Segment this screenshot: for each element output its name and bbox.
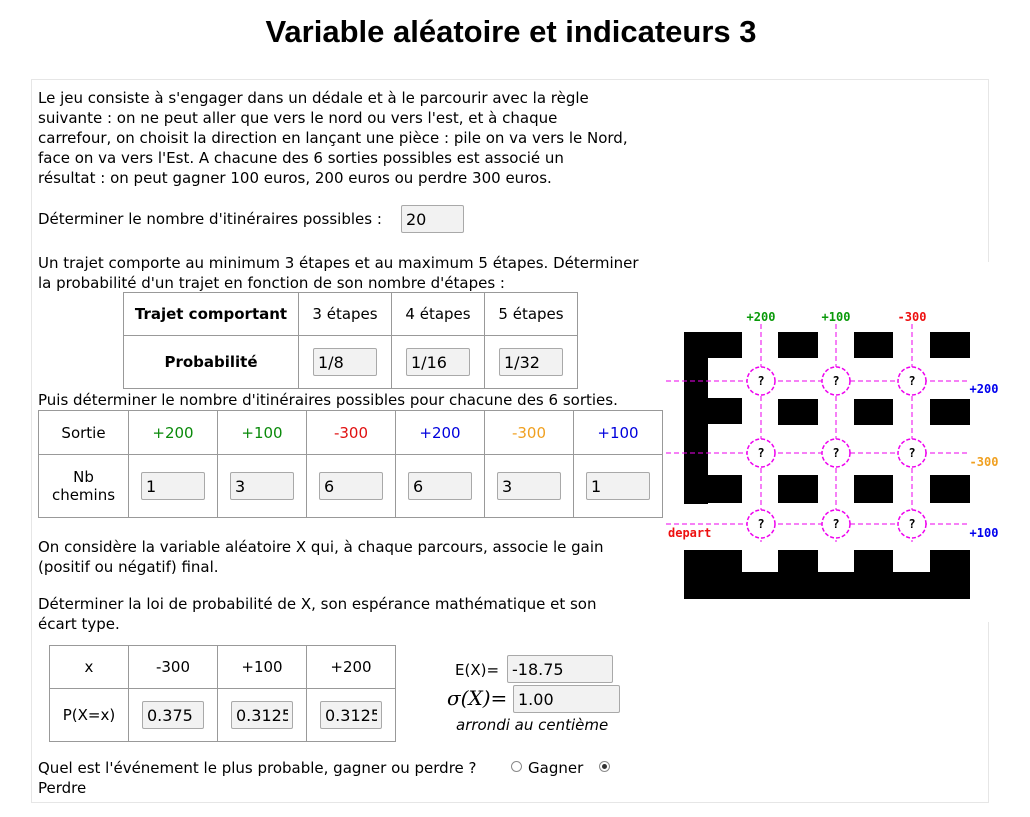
- law-p-cell: [307, 689, 396, 742]
- exit-header: -300: [307, 411, 396, 455]
- exit-header: +100: [218, 411, 307, 455]
- maze-node-symbol: ?: [832, 517, 840, 531]
- maze-node-symbol: ?: [757, 374, 765, 388]
- paths-input[interactable]: [319, 472, 383, 500]
- paths-cell: [218, 455, 307, 518]
- maze-exit-label: -300: [897, 310, 927, 324]
- probability-cell: [299, 336, 392, 389]
- maze-exit-label: +200: [969, 382, 999, 396]
- maze-wall: [854, 475, 893, 503]
- maze-wall: [930, 475, 970, 503]
- steps-column-header: 4 étapes: [392, 293, 485, 336]
- steps-probability-table: [123, 292, 578, 389]
- maze-exit-label: +100: [969, 526, 999, 540]
- law-x-value: -300: [129, 646, 218, 689]
- law-p-cell: [218, 689, 307, 742]
- steps-question-line: Un trajet comporte au minimum 3 étapes et au maximum 5 étapes. Déterminer: [38, 254, 639, 272]
- maze-node-symbol: ?: [757, 446, 765, 460]
- steps-column-header: 3 étapes: [299, 293, 392, 336]
- paths-input[interactable]: [408, 472, 472, 500]
- maze-nodes: [747, 367, 926, 538]
- maze-wall: [854, 399, 893, 425]
- exit-header: -300: [485, 411, 574, 455]
- exit-header: +100: [574, 411, 663, 455]
- maze-wall: [778, 475, 818, 503]
- maze-node-symbol: ?: [908, 517, 916, 531]
- law-p-label: P(X=x): [50, 689, 129, 742]
- maze-exit-label: -300: [969, 455, 999, 469]
- maze-wall: [684, 475, 742, 503]
- intro-line: face on va vers l'Est. A chacune des 6 sorties possibles est associé un: [38, 149, 564, 167]
- paths-cell: [396, 455, 485, 518]
- random-variable-line: On considère la variable aléatoire X qui, à chaque parcours, associe le gain: [38, 538, 604, 556]
- paths-input[interactable]: [586, 472, 650, 500]
- maze-node-symbol: ?: [832, 446, 840, 460]
- paths-label-line: Nb: [73, 468, 94, 486]
- paths-label-line: chemins: [51, 486, 116, 504]
- paths-input[interactable]: [497, 472, 561, 500]
- itineraries-input[interactable]: [401, 205, 464, 233]
- paths-cell: [485, 455, 574, 518]
- radio-gagner-label: Gagner: [528, 759, 584, 777]
- law-question-line: Déterminer la loi de probabilité de X, son espérance mathématique et son: [38, 595, 597, 613]
- maze-wall: [854, 332, 893, 358]
- exits-question: Puis déterminer le nombre d'itinéraires possibles pour chacune des 6 sorties.: [38, 391, 618, 409]
- maze-wall: [930, 332, 970, 358]
- law-p-input[interactable]: [142, 701, 204, 729]
- probability-row-label: Probabilité: [124, 336, 299, 389]
- rounding-note: arrondi au centième: [456, 716, 609, 734]
- maze-node-symbol: ?: [908, 374, 916, 388]
- maze-node-symbol: ?: [832, 374, 840, 388]
- intro-line: résultat : on peut gagner 100 euros, 200 euros ou perdre 300 euros.: [38, 169, 552, 187]
- exit-header: +200: [396, 411, 485, 455]
- probability-cell: [485, 336, 578, 389]
- exit-header: +200: [129, 411, 218, 455]
- law-x-value: +200: [307, 646, 396, 689]
- exits-table-header: Sortie: [39, 411, 129, 455]
- expectation-input[interactable]: [507, 655, 613, 683]
- law-p-cell: [129, 689, 218, 742]
- radio-perdre-label: Perdre: [38, 779, 87, 797]
- probability-law-table: [49, 645, 396, 742]
- intro-line: carrefour, on choisit la direction en lançant une pièce : pile on va vers le Nord,: [38, 129, 628, 147]
- maze-wall: [684, 398, 742, 424]
- paths-cell: [307, 455, 396, 518]
- probability-input-5-steps[interactable]: [499, 348, 563, 376]
- page-title: Variable aléatoire et indicateurs 3: [265, 14, 757, 49]
- paths-row-label: [39, 455, 129, 518]
- itineraries-question: Déterminer le nombre d'itinéraires possibles :: [38, 210, 382, 228]
- maze-wall: [684, 550, 970, 599]
- law-question-line: écart type.: [38, 615, 120, 633]
- maze-start-label: depart: [668, 526, 712, 540]
- intro-line: suivante : on ne peut aller que vers le nord ou vers l'est, et à chaque: [38, 109, 558, 127]
- law-x-label: x: [50, 646, 129, 689]
- maze-node-symbol: ?: [908, 446, 916, 460]
- radio-gagner[interactable]: [511, 761, 522, 772]
- steps-question-line: la probabilité d'un trajet en fonction de son nombre d'étapes :: [38, 274, 505, 292]
- radio-perdre[interactable]: [599, 761, 610, 772]
- std-deviation-input[interactable]: [513, 685, 620, 713]
- paths-cell: [574, 455, 663, 518]
- paths-input[interactable]: [141, 472, 205, 500]
- maze-node-symbol: ?: [757, 517, 765, 531]
- random-variable-line: (positif ou négatif) final.: [38, 558, 219, 576]
- probability-input-3-steps[interactable]: [313, 348, 377, 376]
- maze-wall: [778, 332, 818, 358]
- law-p-input[interactable]: [320, 701, 382, 729]
- sigma-label: σ(X)=: [447, 686, 508, 710]
- event-question: Quel est l'événement le plus probable, gagner ou perdre ?: [38, 759, 477, 777]
- paths-cell: [129, 455, 218, 518]
- maze-wall: [778, 399, 818, 425]
- expectation-label: E(X)=: [455, 661, 500, 679]
- maze-wall: [930, 399, 970, 425]
- maze-exit-label: +100: [821, 310, 851, 324]
- probability-input-4-steps[interactable]: [406, 348, 470, 376]
- steps-table-header: Trajet comportant: [124, 293, 299, 336]
- paths-input[interactable]: [230, 472, 294, 500]
- law-x-value: +100: [218, 646, 307, 689]
- maze-exit-label: +200: [746, 310, 776, 324]
- exits-table: [38, 410, 663, 518]
- maze-svg: [666, 262, 1006, 622]
- law-p-input[interactable]: [231, 701, 293, 729]
- maze-figure: [666, 262, 1006, 622]
- probability-cell: [392, 336, 485, 389]
- steps-column-header: 5 étapes: [485, 293, 578, 336]
- intro-line: Le jeu consiste à s'engager dans un dédale et à le parcourir avec la règle: [38, 89, 589, 107]
